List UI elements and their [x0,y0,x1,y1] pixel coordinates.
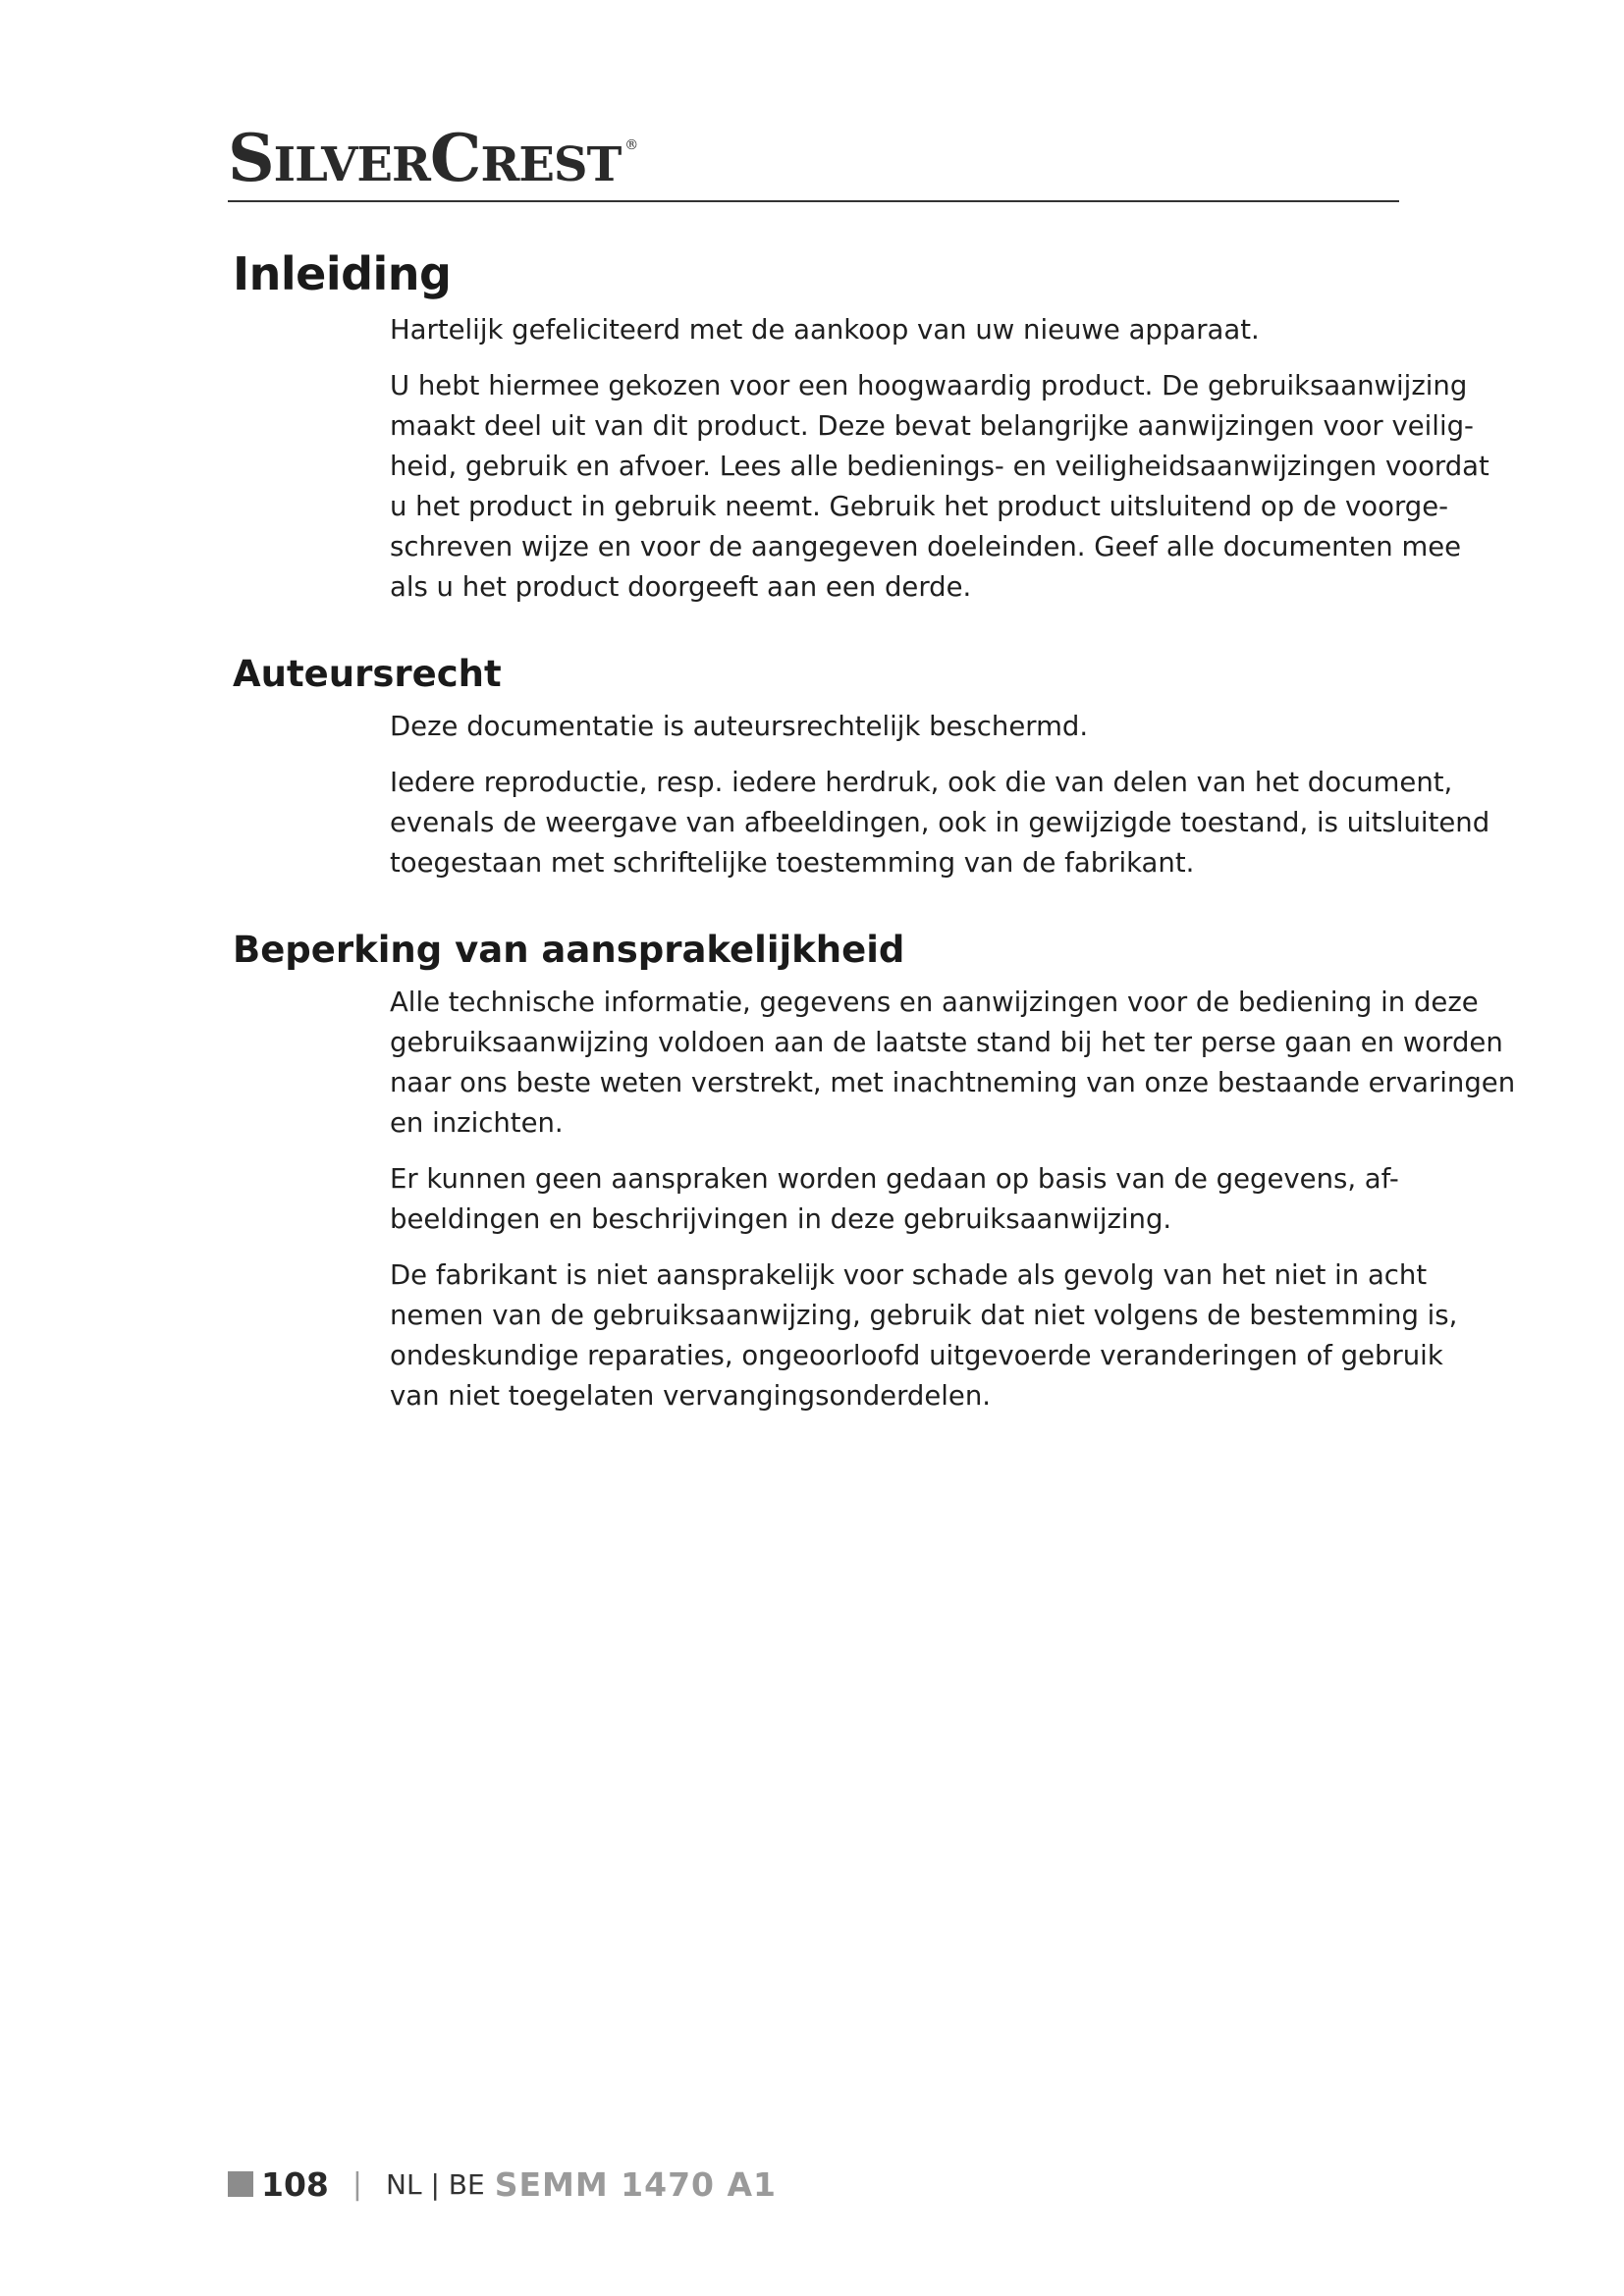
text-line: maakt deel uit van dit product. Deze bevat belangrijke aanwijzingen voor veilig- [390,410,1474,442]
text-line: beeldingen en beschrijvingen in deze gebruiksaanwijzing. [390,1203,1172,1235]
logo-letter: C [429,120,481,196]
page-footer [228,2163,777,2205]
model-number: SEMM 1470 A1 [494,2164,777,2204]
logo-letters: REST [480,137,622,192]
text-line: Hartelijk gefeliciteerd met de aankoop van uw nieuwe apparaat. [390,314,1260,346]
body-paragraph [390,1255,1458,1416]
text-line: Iedere reproductie, resp. iedere herdruk, ook die van delen van het document, [390,767,1453,798]
section-heading: Auteursrecht [233,653,502,695]
logo-letters: ILVER [273,137,430,192]
body-paragraph [390,763,1490,883]
body-paragraph [390,707,1411,747]
text-line: u het product in gebruik neemt. Gebruik het product uitsluitend op de voorge- [390,491,1449,522]
section-heading: Inleiding [233,247,452,300]
body-paragraph [390,366,1489,608]
text-line: en inzichten. [390,1107,564,1139]
text-line: gebruiksaanwijzing voldoen aan de laatste stand bij het ter perse gaan en worden [390,1027,1503,1058]
section-heading: Beperking van aansprakelijkheid [233,929,905,971]
text-line: evenals de weergave van afbeeldingen, ook in gewijzigde toestand, is uitsluitend [390,807,1490,838]
language-code: NL | BE [386,2167,485,2201]
text-line: nemen van de gebruiksaanwijzing, gebruik dat niet volgens de bestemming is, [390,1300,1458,1331]
page-number: 108 [261,2164,329,2204]
brand-logo [228,120,637,196]
text-line: Alle technische informatie, gegevens en aanwijzingen voor de bediening in deze [390,987,1479,1018]
text-line: Er kunnen geen aanspraken worden gedaan op basis van de gegevens, af- [390,1163,1399,1195]
text-line: heid, gebruik en afvoer. Lees alle bedienings- en veiligheidsaanwijzingen voordat [390,451,1489,482]
page-content [233,247,1516,1432]
body-paragraph [390,1159,1411,1240]
footer-separator: | [352,2166,362,2202]
body-paragraph [390,310,1411,350]
text-line: ondeskundige reparaties, ongeoorloofd uitgevoerde veranderingen of gebruik [390,1340,1443,1371]
text-line: U hebt hiermee gekozen voor een hoogwaardig product. De gebruiksaanwijzing [390,370,1468,401]
text-line: van niet toegelaten vervangingsonderdelen. [390,1380,991,1412]
text-line: schreven wijze en voor de aangegeven doeleinden. Geef alle documenten mee [390,531,1462,562]
text-line: naar ons beste weten verstrekt, met inachtneming van onze bestaande ervaringen [390,1067,1516,1098]
text-line: De fabrikant is niet aansprakelijk voor schade als gevolg van het niet in acht [390,1259,1428,1291]
body-paragraph [390,983,1516,1144]
text-line: als u het product doorgeeft aan een derde. [390,571,972,603]
text-line: Deze documentatie is auteursrechtelijk beschermd. [390,711,1089,742]
page-marker-square [228,2171,253,2197]
header-divider [228,200,1399,202]
text-line: toegestaan met schriftelijke toestemming van de fabrikant. [390,847,1195,879]
registered-mark: ® [624,137,638,153]
logo-letter: S [228,120,274,196]
